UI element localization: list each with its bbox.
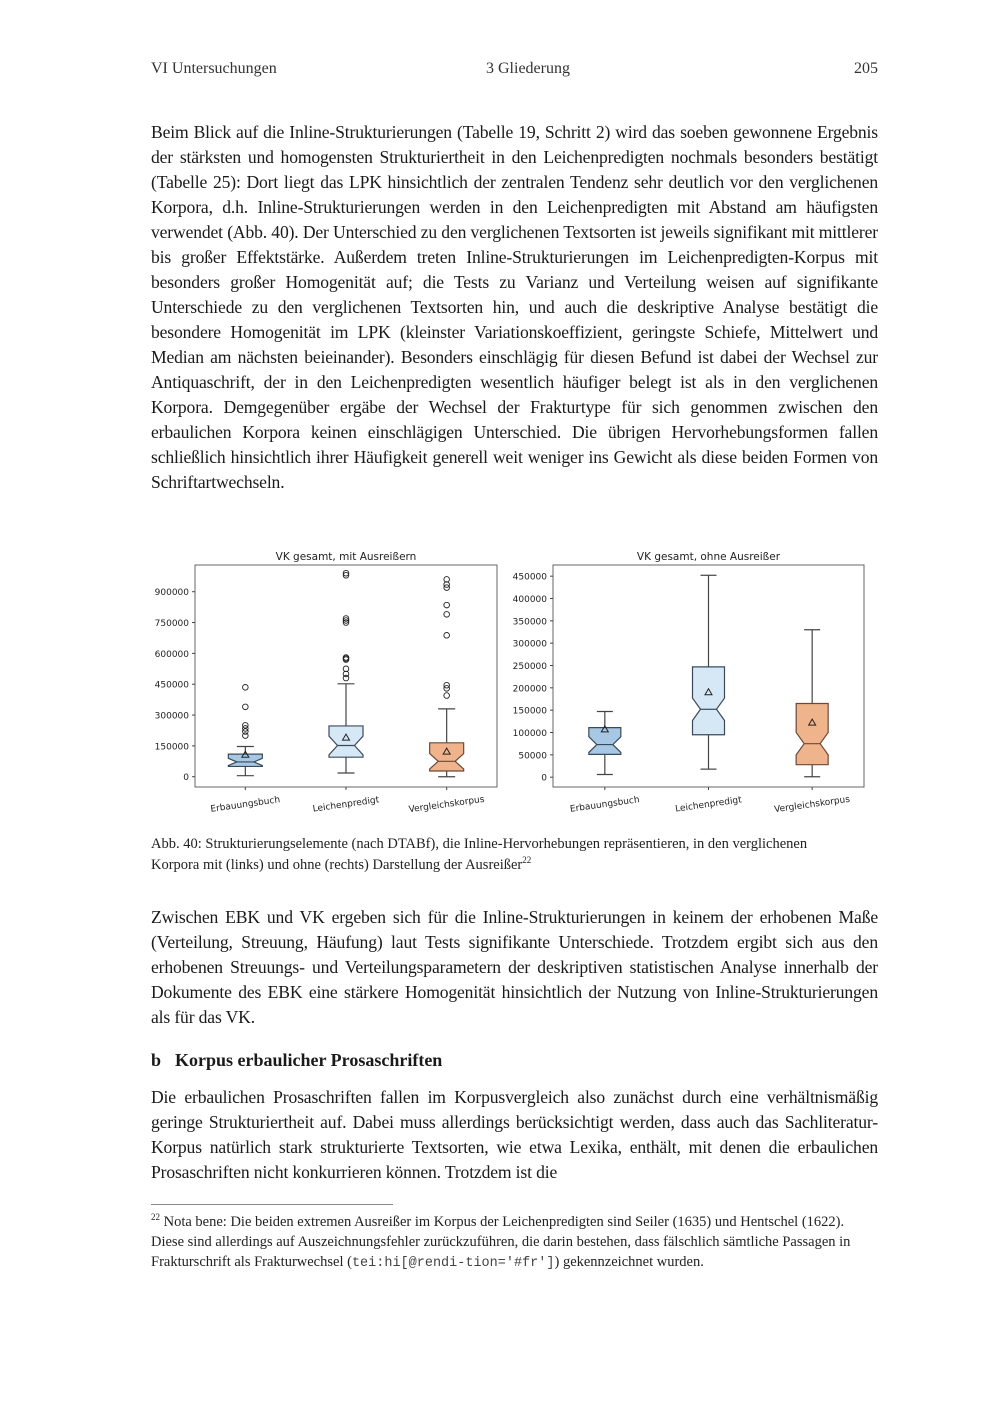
- y-tick-label: 350000: [512, 617, 547, 628]
- y-tick-label: 450000: [512, 572, 547, 583]
- outlier-point: [444, 602, 450, 608]
- footnote-number: 22: [151, 1212, 160, 1223]
- box-vergleichskorpus: [796, 703, 828, 764]
- caption-text: Abb. 40: Strukturierungselemente (nach DTABf), die Inline-Hervorhebungen repräsentieren, in den verglichenen Korpora mit (links) und ohne (rechts) Darstellung der Ausreißer: [151, 836, 808, 873]
- y-tick-label: 0: [541, 773, 547, 784]
- y-tick-label: 600000: [154, 649, 189, 660]
- section-number: b: [151, 1050, 162, 1070]
- running-header: [151, 60, 878, 82]
- y-tick-label: 150000: [154, 742, 189, 753]
- y-tick-label: 300000: [154, 711, 189, 722]
- outlier-point: [243, 704, 249, 710]
- y-tick-label: 150000: [512, 706, 547, 717]
- footnote-text-end: ) gekennzeichnet wurden.: [554, 1254, 704, 1270]
- x-tick-label: Erbauungsbuch: [569, 795, 641, 815]
- y-tick-label: 300000: [512, 639, 547, 650]
- outlier-point: [444, 612, 450, 618]
- section-title: 3 Gliederung: [486, 60, 570, 77]
- y-tick-label: 50000: [518, 751, 547, 762]
- chapter-title: VI Untersuchungen: [151, 60, 277, 77]
- body-paragraph-1: Beim Blick auf die Inline-Strukturierungen (Tabelle 19, Schritt 2) wird das soeben gewonnene Ergebnis der stärksten und homogensten Strukturiertheit in den Leichenpredigten nochmals besonders bestätigt (Tabelle 25): Dort liegt das LPK hinsichtlich der zentralen Tendenz sehr deutlich vor den verglichenen Korpora, d.h. Inline-Strukturierungen werden in den Leichenpredigten mit Abstand am häufigsten verwendet (Abb. 40). Der Unterschied zu den verglichenen Textsorten ist jeweils signifikant mit mittlerer bis großer Effektstärke. Außerdem treten Inline-Strukturierungen im Leichenpredigten-Korpus mit besonders großer Homogenität auf; die Tests zu Varianz und Verteilung weisen auf signifikante Unterschiede zu den verglichenen Textsorten hin, und auch die deskriptive Analyse bestätigt die besondere Homogenität im LPK (kleinster Variationskoeffizient, geringste Schiefe, Mittelwert und Median am nächsten beieinander). Besonders einschlägig für diesen Befund ist dabei der Wechsel zur Antiquaschrift, der in den Leichenpredigten wesentlich häufiger belegt ist als in den verglichenen Korpora. Demgegenüber ergäbe der Wechsel der Frakturtype für sich genommen zwischen den erbaulichen Korpora keinen einschlägigen Unterschied. Die übrigen Hervorhebungsformen fallen schließlich hinsichtlich ihrer Häufigkeit generell weit weniger ins Gewicht als diese beiden Formen von Schriftartwechseln.: [151, 122, 878, 492]
- y-tick-label: 750000: [154, 619, 189, 630]
- outlier-point: [444, 633, 450, 639]
- box-leichenpredigt: [693, 667, 725, 735]
- chart-title: VK gesamt, mit Ausreißern: [275, 551, 417, 563]
- footnote-separator: [151, 1204, 393, 1205]
- x-tick-label: Erbauungsbuch: [209, 795, 281, 815]
- x-tick-label: Vergleichskorpus: [773, 794, 851, 816]
- section-heading: [151, 1050, 442, 1071]
- y-tick-label: 0: [183, 773, 189, 784]
- box-leichenpredigt: [329, 726, 363, 757]
- boxplot-without-outliers: [508, 548, 868, 828]
- outlier-point: [243, 685, 249, 691]
- x-tick-label: Leichenpredigt: [674, 795, 743, 815]
- y-tick-label: 900000: [154, 588, 189, 599]
- x-tick-label: Leichenpredigt: [312, 795, 380, 815]
- footnote: [151, 1212, 878, 1274]
- y-tick-label: 250000: [512, 662, 547, 673]
- outlier-point: [444, 693, 450, 699]
- boxplot-with-outliers: [148, 548, 508, 828]
- figure-caption: [151, 834, 851, 876]
- y-tick-label: 400000: [512, 595, 547, 606]
- section-heading-title: Korpus erbaulicher Prosaschriften: [175, 1050, 443, 1070]
- body-paragraph-3: Die erbaulichen Prosaschriften fallen im Korpusvergleich also zunächst durch eine verhältnismäßig geringe Strukturiertheit auf. Dabei muss allerdings berücksichtigt werden, dass auch das Sachliteratur-Korpus natürlich stark strukturierte Textsorten, wie etwa Lexika, enthält, mit denen die erbaulichen Prosaschriften nicht konkurrieren können. Trotzdem ist die: [151, 1087, 878, 1182]
- y-tick-label: 450000: [154, 680, 189, 691]
- box-erbauungsbuch: [228, 754, 262, 766]
- page-number: 205: [854, 60, 878, 77]
- footnote-text: Nota bene: Die beiden extremen Ausreißer im Korpus der Leichenpredigten sind Seiler (1635) und Hentschel (1622). Diese sind allerdings auf Auszeichnungsfehler zurückzuführen, die darin bestehen, dass fälschlich sämtliche Passagen in Frakturschrift als Frakturwechsel (: [151, 1214, 851, 1270]
- footnote-code: tei:hi[@rendi-tion='#fr']: [351, 1256, 555, 1271]
- chart-title: VK gesamt, ohne Ausreißer: [636, 551, 781, 563]
- box-vergleichskorpus: [430, 743, 464, 771]
- y-tick-label: 200000: [512, 684, 547, 695]
- body-paragraph-2: Zwischen EBK und VK ergeben sich für die Inline-Strukturierungen in keinem der erhobenen Maße (Verteilung, Streuung, Häufung) laut Tests signifikante Unterschiede. Trotzdem ergibt sich aus den erhobenen Streuungs- und Verteilungsparametern der deskriptiven statistischen Analyse innerhalb der Dokumente des EBK eine stärkere Homogenität hinsichtlich der Nutzung von Inline-Strukturierungen als für das VK.: [151, 907, 878, 1027]
- x-tick-label: Vergleichskorpus: [408, 794, 486, 816]
- footnote-reference[interactable]: 22: [522, 855, 532, 866]
- y-tick-label: 100000: [512, 729, 547, 740]
